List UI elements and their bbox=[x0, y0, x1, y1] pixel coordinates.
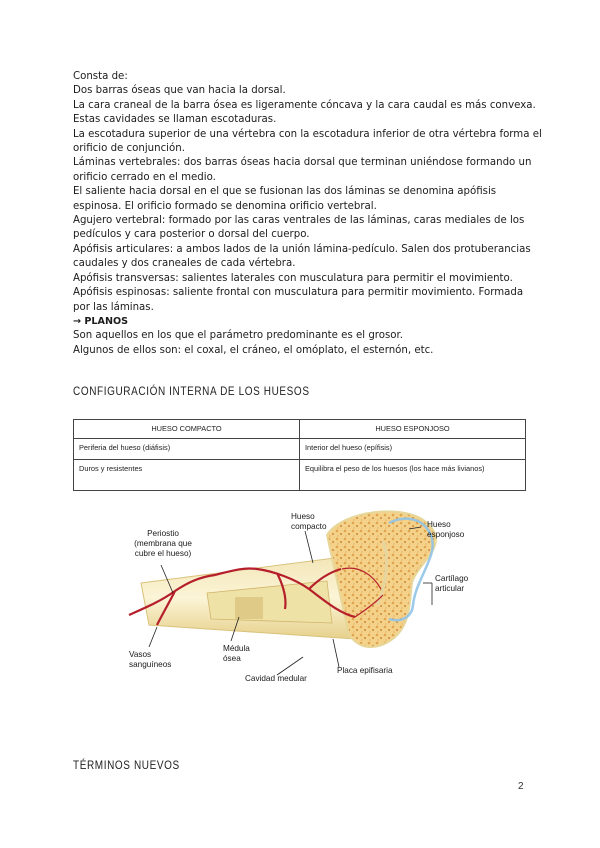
table-header: HUESO ESPONJOSO bbox=[300, 420, 526, 439]
table-header: HUESO COMPACTO bbox=[74, 420, 300, 439]
text-line: Algunos de ellos son: el coxal, el cráneo, el omóplato, el esternón, etc. bbox=[73, 344, 434, 356]
bone-structure-illustration bbox=[127, 505, 509, 687]
text-line: Apófisis espinosas: saliente frontal con musculatura para permitir movimiento. Formada por las láminas. bbox=[73, 287, 524, 313]
label-hueso-esponjoso: Hueso bbox=[427, 520, 451, 529]
label-cartilago: Cartílago bbox=[435, 574, 469, 583]
bone-diagram bbox=[127, 505, 509, 687]
page-number: 2 bbox=[518, 781, 524, 792]
label-cavidad: Cavidad medular bbox=[245, 674, 307, 683]
bone-marrow bbox=[235, 597, 263, 619]
label-hueso-compacto: Hueso bbox=[291, 512, 315, 521]
text-line: La escotadura superior de una vértebra con la escotadura inferior de otra vértebra forma el orificio de conjunción. bbox=[73, 128, 542, 155]
text-line: Láminas vertebrales: dos barras óseas hacia dorsal que terminan uniéndose formando un orificio cerrado en el medio. bbox=[73, 157, 532, 183]
table-row bbox=[74, 460, 526, 491]
section-title-internal-config: CONFIGURACIÓN INTERNA DE LOS HUESOS bbox=[73, 386, 310, 399]
text-line: Dos barras óseas que van hacia la dorsal. bbox=[73, 85, 286, 97]
label-hueso-compacto: compacto bbox=[291, 522, 327, 531]
table-cell: Periferia del hueso (diáfisis) bbox=[74, 439, 300, 460]
label-cartilago: articular bbox=[435, 584, 465, 593]
table-cell: Duros y resistentes bbox=[74, 460, 300, 491]
body-text bbox=[73, 70, 543, 358]
label-periostio: Periostio bbox=[147, 529, 179, 538]
table-cell: Interior del hueso (epífisis) bbox=[300, 439, 526, 460]
label-periostio-detail: (membrana que bbox=[134, 539, 192, 548]
text-line: Apófisis articulares: a ambos lados de la unión lámina-pedículo. Salen dos protuberancias caudales y dos craneales de cada vértebra. bbox=[73, 243, 531, 270]
text-line: El saliente hacia dorsal en el que se fusionan las dos láminas se denomina apófisis espinosa. El orificio formado se denomina orificio vertebral. bbox=[73, 186, 497, 212]
bone-types-table bbox=[73, 419, 526, 491]
text-line: Son aquellos en los que el parámetro predominante es el grosor. bbox=[73, 330, 404, 342]
label-vasos: Vasos bbox=[129, 650, 152, 659]
text-line: Agujero vertebral: formado por las caras ventrales de las láminas, caras mediales de los pedículos y cara posterior o dorsal del cuerpo. bbox=[73, 215, 525, 241]
label-placa: Placa epifisaria bbox=[337, 666, 393, 675]
table-cell: Equilibra el peso de los huesos (los hace más livianos) bbox=[300, 460, 526, 491]
planos-subheading: → PLANOS bbox=[73, 315, 129, 327]
section-title-new-terms: TÉRMINOS NUEVOS bbox=[73, 760, 180, 773]
table-header-row bbox=[74, 420, 526, 439]
label-vasos: sanguíneos bbox=[129, 660, 172, 669]
text-line: Apófisis transversas: salientes laterales con musculatura para permitir el movimiento. bbox=[73, 272, 513, 284]
label-hueso-esponjoso: esponjoso bbox=[427, 530, 465, 539]
text-line: Consta de: bbox=[73, 71, 128, 82]
table-row bbox=[74, 439, 526, 460]
text-line: La cara craneal de la barra ósea es ligeramente cóncava y la cara caudal es más convexa. Estas cavidades se llaman escotaduras. bbox=[73, 99, 536, 126]
label-medula: ósea bbox=[223, 654, 241, 663]
label-periostio-detail: cubre el hueso) bbox=[134, 549, 192, 558]
label-medula: Médula bbox=[223, 644, 250, 653]
